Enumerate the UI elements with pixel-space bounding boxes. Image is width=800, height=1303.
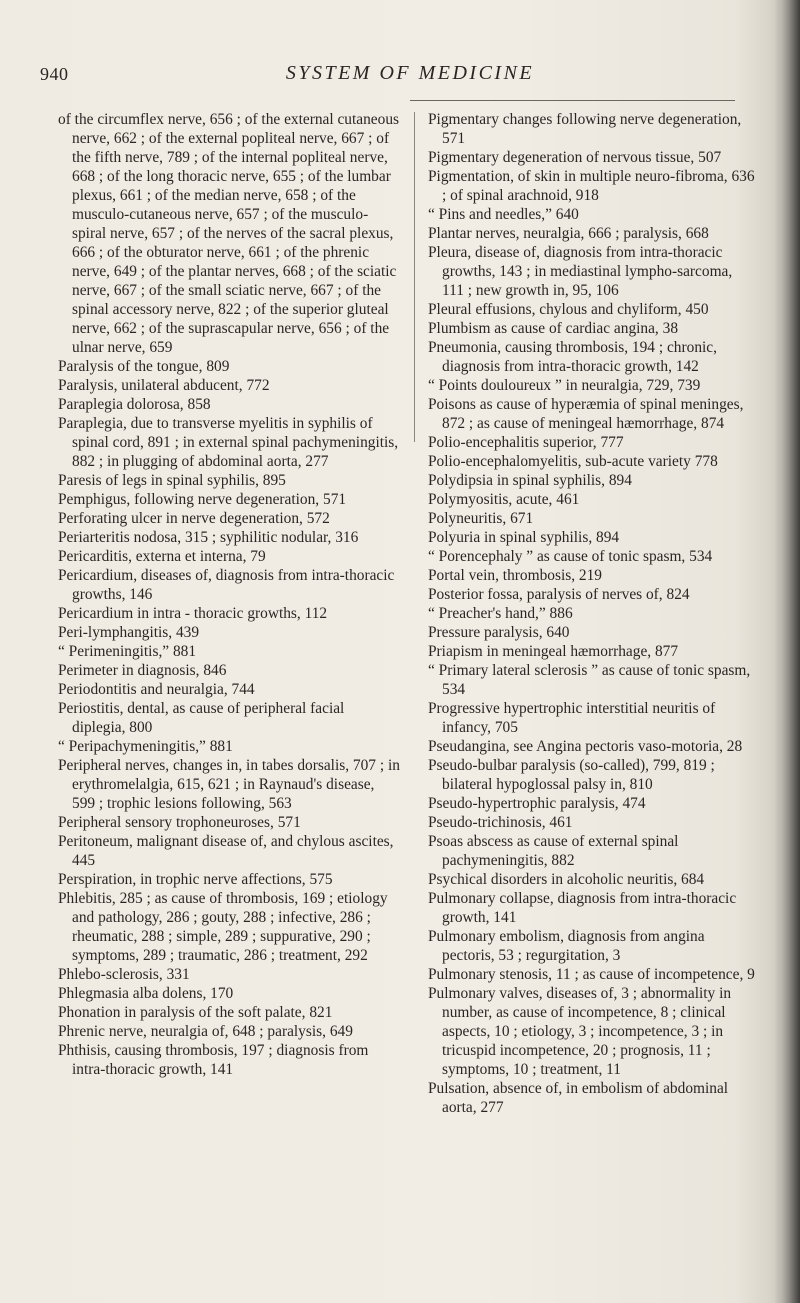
- index-entry: Phrenic nerve, neuralgia of, 648 ; paralysis, 649: [58, 1023, 353, 1040]
- page-header: [40, 62, 740, 88]
- index-entry: Pseudo-trichinosis, 461: [428, 814, 573, 831]
- index-entry: of the circumflex nerve, 656 ; of the external cutaneous nerve, 662 ; of the external popliteal nerve, 667 ; of the fifth nerve, 789 ; of the internal popliteal nerve, 668 ; of the long thoracic nerve, 655 ; of the lumbar plexus, 661 ; of the median nerve, 658 ; of the musculo-cutaneous nerve, 657 ; of the musculo-spiral nerve, 657 ; of the nerves of the sacral plexus, 666 ; of the obturator nerve, 661 ; of the phrenic nerve, 649 ; of the plantar nerves, 668 ; of the sciatic nerve, 667 ; of the small sciatic nerve, 667 ; of the spinal accessory nerve, 822 ; of the superior gluteal nerve, 662 ; of the suprascapular nerve, 656 ; of the ulnar nerve, 659: [58, 111, 400, 356]
- index-entry: Progressive hypertrophic interstitial neuritis of infancy, 705: [428, 700, 716, 736]
- index-entry: Pressure paralysis, 640: [428, 624, 570, 641]
- index-entry: “ Perimeningitis,” 881: [58, 643, 197, 660]
- index-entry: Pericarditis, externa et interna, 79: [58, 548, 266, 565]
- page-number: 940: [40, 64, 69, 84]
- column-divider: [414, 112, 415, 442]
- index-entry: Paralysis, unilateral abducent, 772: [58, 377, 270, 394]
- index-entry: Phthisis, causing thrombosis, 197 ; diagnosis from intra-thoracic growth, 141: [58, 1042, 369, 1078]
- index-entry: Plumbism as cause of cardiac angina, 38: [428, 320, 679, 337]
- index-entry: Paralysis of the tongue, 809: [58, 358, 230, 375]
- index-entry: Periostitis, dental, as cause of peripheral facial diplegia, 800: [58, 700, 345, 736]
- index-entry: “ Peripachymeningitis,” 881: [58, 738, 233, 755]
- index-entry: Plantar nerves, neuralgia, 666 ; paralysis, 668: [428, 225, 709, 242]
- running-title: SYSTEM OF MEDICINE: [285, 62, 535, 84]
- index-entry: “ Points douloureux ” in neuralgia, 729, 739: [428, 377, 701, 394]
- index-entry: Psoas abscess as cause of external spinal pachymeningitis, 882: [428, 833, 679, 869]
- left-index-column: [58, 110, 400, 1079]
- index-entry: Perforating ulcer in nerve degeneration, 572: [58, 510, 330, 527]
- index-entry: Poisons as cause of hyperæmia of spinal meninges, 872 ; as cause of meningeal hæmorrhage, 874: [428, 396, 744, 432]
- index-entry: Pseudangina, see Angina pectoris vaso-motoria, 28: [428, 738, 743, 755]
- index-entry: Priapism in meningeal hæmorrhage, 877: [428, 643, 679, 660]
- index-entry: Perimeter in diagnosis, 846: [58, 662, 227, 679]
- page-edge-shadow: [774, 0, 800, 1303]
- index-entry: Polyneuritis, 671: [428, 510, 534, 527]
- index-entry: Posterior fossa, paralysis of nerves of, 824: [428, 586, 690, 603]
- index-entry: Peripheral sensory trophoneuroses, 571: [58, 814, 301, 831]
- index-entry: Pseudo-hypertrophic paralysis, 474: [428, 795, 646, 812]
- index-entry: Paresis of legs in spinal syphilis, 895: [58, 472, 286, 489]
- index-entry: Polyuria in spinal syphilis, 894: [428, 529, 620, 546]
- index-entry: Pemphigus, following nerve degeneration, 571: [58, 491, 347, 508]
- index-entry: Paraplegia dolorosa, 858: [58, 396, 211, 413]
- index-entry: Perspiration, in trophic nerve affections, 575: [58, 871, 333, 888]
- index-entry: Polymyositis, acute, 461: [428, 491, 580, 508]
- index-entry: Peritoneum, malignant disease of, and chylous ascites, 445: [58, 833, 394, 869]
- index-entry: Pulmonary collapse, diagnosis from intra-thoracic growth, 141: [428, 890, 737, 926]
- index-entry: Polydipsia in spinal syphilis, 894: [428, 472, 632, 489]
- index-entry: Pigmentation, of skin in multiple neuro-fibroma, 636 ; of spinal arachnoid, 918: [428, 168, 755, 204]
- index-entry: Pleural effusions, chylous and chyliform, 450: [428, 301, 709, 318]
- index-entry: Pulmonary stenosis, 11 ; as cause of incompetence, 9: [428, 966, 755, 983]
- index-entry: Phlebo-sclerosis, 331: [58, 966, 190, 983]
- index-entry: Peri-lymphangitis, 439: [58, 624, 200, 641]
- index-entry: “ Pins and needles,” 640: [428, 206, 579, 223]
- index-entry: Periarteritis nodosa, 315 ; syphilitic nodular, 316: [58, 529, 359, 546]
- index-entry: Polio-encephalitis superior, 777: [428, 434, 624, 451]
- index-entry: “ Primary lateral sclerosis ” as cause of tonic spasm, 534: [428, 662, 751, 698]
- index-entry: Pseudo-bulbar paralysis (so-called), 799, 819 ; bilateral hypoglossal palsy in, 810: [428, 757, 715, 793]
- index-entry: Phlegmasia alba dolens, 170: [58, 985, 234, 1002]
- index-entry: Pericardium, diseases of, diagnosis from intra-thoracic growths, 146: [58, 567, 395, 603]
- index-entry: Periodontitis and neuralgia, 744: [58, 681, 255, 698]
- right-index-column: [428, 110, 756, 1117]
- index-entry: Polio-encephalomyelitis, sub-acute variety 778: [428, 453, 718, 470]
- index-entry: Pulmonary valves, diseases of, 3 ; abnormality in number, as cause of incompetence, 8 ; clinical aspects, 10 ; etiology, 3 ; incompetence, 3 ; in tricuspid incompetence, 20 ; prognosis, 11 ; symptoms, 10 ; treatment, 11: [428, 985, 732, 1078]
- index-entry: Phlebitis, 285 ; as cause of thrombosis, 169 ; etiology and pathology, 286 ; gouty, 288 ; infective, 286 ; rheumatic, 288 ; simple, 289 ; suppurative, 290 ; symptoms, 289 ; traumatic, 286 ; treatment, 292: [58, 890, 388, 964]
- index-entry: Pneumonia, causing thrombosis, 194 ; chronic, diagnosis from intra-thoracic growth, 142: [428, 339, 717, 375]
- index-entry: Psychical disorders in alcoholic neuritis, 684: [428, 871, 705, 888]
- index-entry: Phonation in paralysis of the soft palate, 821: [58, 1004, 333, 1021]
- index-entry: Pleura, disease of, diagnosis from intra-thoracic growths, 143 ; in mediastinal lympho-sarcoma, 111 ; new growth in, 95, 106: [428, 244, 733, 299]
- index-entry: “ Porencephaly ” as cause of tonic spasm, 534: [428, 548, 713, 565]
- index-entry: Pulsation, absence of, in embolism of abdominal aorta, 277: [428, 1080, 729, 1116]
- index-entry: Pericardium in intra - thoracic growths, 112: [58, 605, 328, 622]
- index-entry: Portal vein, thrombosis, 219: [428, 567, 602, 584]
- index-entry: Peripheral nerves, changes in, in tabes dorsalis, 707 ; in erythromelalgia, 615, 621 ; in Raynaud's disease, 599 ; trophic lesions following, 563: [58, 757, 400, 812]
- index-entry: Paraplegia, due to transverse myelitis in syphilis of spinal cord, 891 ; in external spinal pachymeningitis, 882 ; in plugging of abdominal aorta, 277: [58, 415, 399, 470]
- index-entry: Pigmentary degeneration of nervous tissue, 507: [428, 149, 722, 166]
- index-entry: Pigmentary changes following nerve degeneration, 571: [428, 111, 742, 147]
- header-rule: [410, 100, 735, 101]
- index-entry: Pulmonary embolism, diagnosis from angina pectoris, 53 ; regurgitation, 3: [428, 928, 705, 964]
- index-entry: “ Preacher's hand,” 886: [428, 605, 573, 622]
